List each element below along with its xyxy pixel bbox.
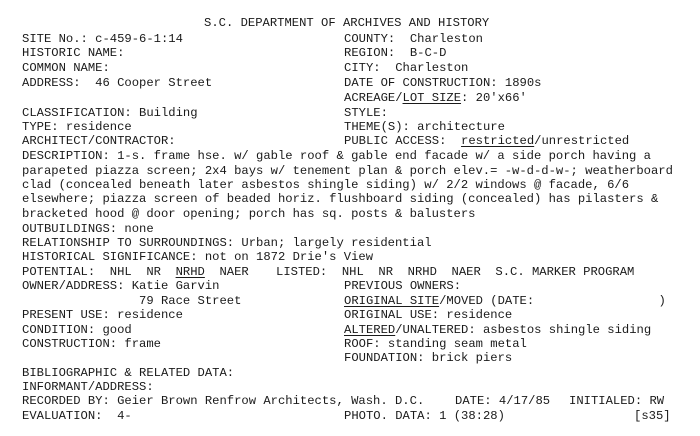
listed-field: LISTED: NHL NR NRHD NAER S.C. MARKER PROGRAM (276, 265, 635, 279)
roof-field: ROOF: standing seam metal (344, 337, 527, 351)
date-of-construction-field: DATE OF CONSTRUCTION: 1890s (344, 76, 542, 90)
address-field: ADDRESS: 46 Cooper Street (22, 76, 213, 90)
original-site-selected: ORIGINAL SITE (344, 294, 440, 308)
potential-options: POTENTIAL: NHL NR (22, 265, 176, 279)
public-access-label: PUBLIC ACCESS: (344, 134, 462, 148)
relationship-field: RELATIONSHIP TO SURROUNDINGS: Urban; largely residential (22, 236, 432, 250)
description-line: DESCRIPTION: 1-s. frame hse. w/ gable roof & gable end facade w/ a side porch having a (22, 149, 651, 163)
construction-field: CONSTRUCTION: frame (22, 337, 161, 351)
county-field: COUNTY: Charleston (344, 32, 483, 46)
historical-significance-field: HISTORICAL SIGNIFICANCE: not on 1872 Drie's View (22, 250, 374, 264)
description-line: parapeted piazza screen; 2x4 bays w/ tenement plan & porch elev.= -w-d-d-w-; weatherboard (22, 164, 673, 178)
altered-field (344, 323, 651, 337)
date-field: DATE: 4/17/85 (455, 394, 551, 408)
architect-contractor-field: ARCHITECT/CONTRACTOR: (22, 134, 176, 148)
description-line: clad (concealed beneath later asbestos shingle siding) w/ 2/2 windows @ facade, 6/6 (22, 178, 630, 192)
historic-name-field: HISTORIC NAME: (22, 46, 125, 60)
unaltered-option: /UNALTERED: asbestos shingle siding (395, 323, 652, 337)
bibliographic-field: BIBLIOGRAPHIC & RELATED DATA: (22, 366, 235, 380)
lot-size-selected: LOT SIZE (402, 91, 462, 105)
potential-field (22, 265, 249, 279)
altered-selected: ALTERED (344, 323, 396, 337)
acreage-field (344, 91, 527, 105)
form-title: S.C. DEPARTMENT OF ARCHIVES AND HISTORY (204, 16, 490, 30)
site-number-field: SITE No.: c-459-6-1:14 (22, 32, 183, 46)
city-field: CITY: Charleston (344, 61, 469, 75)
owner-street: 79 Race Street (139, 294, 242, 308)
foundation-field: FOUNDATION: brick piers (344, 351, 513, 365)
evaluation-field: EVALUATION: 4- (22, 409, 132, 423)
form-code: [s35] (634, 409, 671, 423)
public-access-selected: restricted (461, 134, 535, 148)
common-name-field: COMMON NAME: (22, 61, 110, 75)
informant-field: INFORMANT/ADDRESS: (22, 380, 154, 394)
themes-field: THEME(S): architecture (344, 120, 505, 134)
region-field: REGION: B-C-D (344, 46, 447, 60)
acreage-prefix: ACREAGE/ (344, 91, 403, 105)
present-use-field: PRESENT USE: residence (22, 308, 183, 322)
owner-address-field: OWNER/ADDRESS: Katie Garvin (22, 279, 220, 293)
type-field: TYPE: residence (22, 120, 132, 134)
public-access-option: /unrestricted (534, 134, 630, 148)
classification-field: CLASSIFICATION: Building (22, 106, 198, 120)
potential-option-naer: NAER (204, 265, 249, 279)
moved-option: /MOVED (DATE: ) (439, 294, 666, 308)
original-site-field (344, 294, 666, 308)
potential-selected: NRHD (175, 265, 205, 279)
photo-data-field: PHOTO. DATA: 1 (38:28) (344, 409, 505, 423)
outbuildings-field: OUTBUILDINGS: none (22, 222, 154, 236)
style-field: STYLE: (344, 106, 388, 120)
condition-field: CONDITION: good (22, 323, 132, 337)
previous-owners-field: PREVIOUS OWNERS: (344, 279, 462, 293)
initialed-field: INITIALED: RW (569, 394, 665, 408)
public-access-field (344, 134, 629, 148)
recorded-by-field: RECORDED BY: Geier Brown Renfrow Architects, Wash. D.C. (22, 394, 425, 408)
acreage-value: : 20'x66' (461, 91, 527, 105)
original-use-field: ORIGINAL USE: residence (344, 308, 513, 322)
description-line: bracketed hood @ door opening; porch has sq. posts & balusters (22, 207, 476, 221)
description-line: elsewhere; piazza screen of beaded horiz. flushboard siding (concealed) has pilasters & (22, 192, 659, 206)
